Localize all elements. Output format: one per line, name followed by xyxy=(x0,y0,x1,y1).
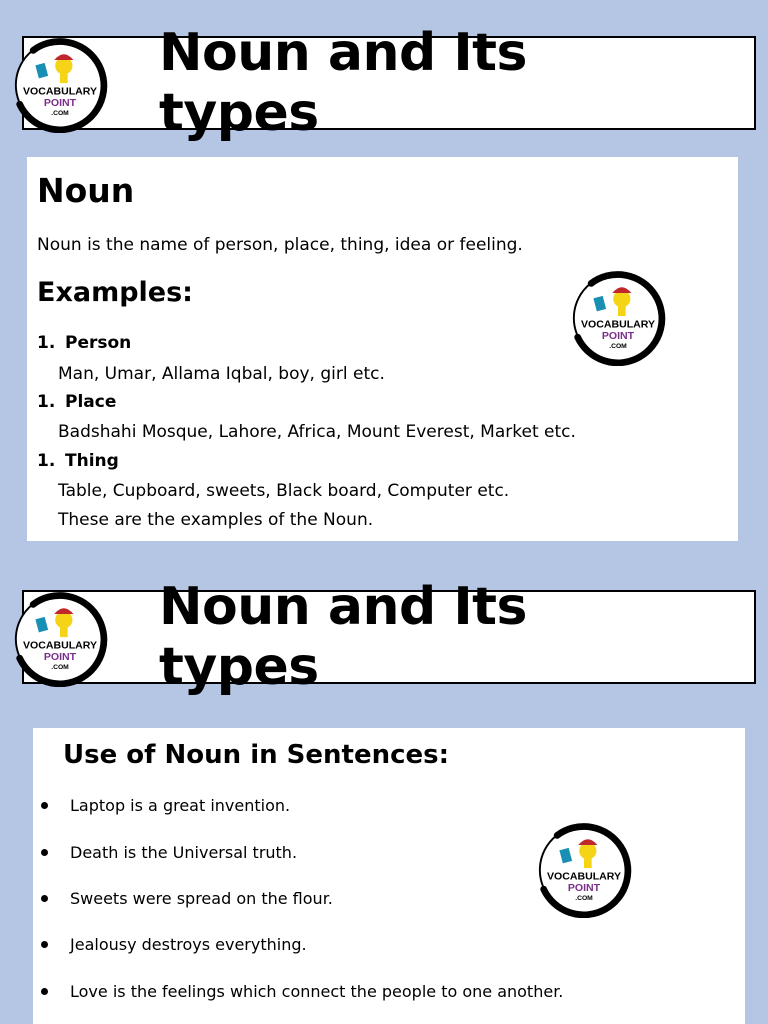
vocabulary-point-logo xyxy=(12,591,108,687)
title-bar xyxy=(22,23,756,143)
svg-text:.COM: .COM xyxy=(575,894,593,902)
svg-text:VOCABULARY: VOCABULARY xyxy=(580,318,656,331)
bullet-icon xyxy=(41,941,48,948)
svg-text:VOCABULARY: VOCABULARY xyxy=(22,639,98,652)
bullet-icon xyxy=(41,849,48,856)
page-title: Noun and Its types xyxy=(159,577,527,697)
svg-text:VOCABULARY: VOCABULARY xyxy=(546,870,622,883)
svg-text:.COM: .COM xyxy=(609,342,627,350)
svg-text:POINT: POINT xyxy=(567,882,601,895)
list-item: Jealousy destroys everything. xyxy=(41,935,307,954)
bullet-icon xyxy=(41,802,48,809)
page-title: Noun and Its types xyxy=(159,23,527,143)
bullet-icon xyxy=(41,895,48,902)
svg-text:POINT: POINT xyxy=(43,97,77,110)
noun-sentences-panel xyxy=(33,728,745,1024)
section-heading: Noun xyxy=(37,171,135,210)
svg-text:.COM: .COM xyxy=(51,109,69,117)
svg-text:POINT: POINT xyxy=(601,330,635,343)
list-item: Sweets were spread on the flour. xyxy=(41,889,333,908)
definition-text: Noun is the name of person, place, thing, idea or feeling. xyxy=(37,235,523,255)
vocabulary-point-logo xyxy=(12,37,108,133)
section-heading: Use of Noun in Sentences: xyxy=(63,740,450,770)
list-item: Death is the Universal truth. xyxy=(41,843,297,862)
example-text: Badshahi Mosque, Lahore, Africa, Mount Everest, Market etc. xyxy=(58,422,576,442)
svg-text:VOCABULARY: VOCABULARY xyxy=(22,85,98,98)
example-text: Man, Umar, Allama Iqbal, boy, girl etc. xyxy=(58,364,385,384)
noun-definition-panel xyxy=(27,157,738,541)
example-item-place: 1. Place xyxy=(37,392,117,412)
list-item: Love is the feelings which connect the people to one another. xyxy=(41,982,563,1001)
vocabulary-point-logo xyxy=(536,822,632,918)
title-bar xyxy=(22,577,756,697)
list-item: Laptop is a great invention. xyxy=(41,796,290,815)
bullet-icon xyxy=(41,988,48,995)
svg-text:.COM: .COM xyxy=(51,663,69,671)
closing-text: These are the examples of the Noun. xyxy=(58,510,374,530)
svg-text:POINT: POINT xyxy=(43,651,77,664)
vocabulary-point-logo xyxy=(570,270,666,366)
example-text: Table, Cupboard, sweets, Black board, Computer etc. xyxy=(58,481,510,501)
examples-heading: Examples: xyxy=(37,277,193,308)
example-item-thing: 1. Thing xyxy=(37,451,119,471)
example-item-person: 1. Person xyxy=(37,333,132,353)
